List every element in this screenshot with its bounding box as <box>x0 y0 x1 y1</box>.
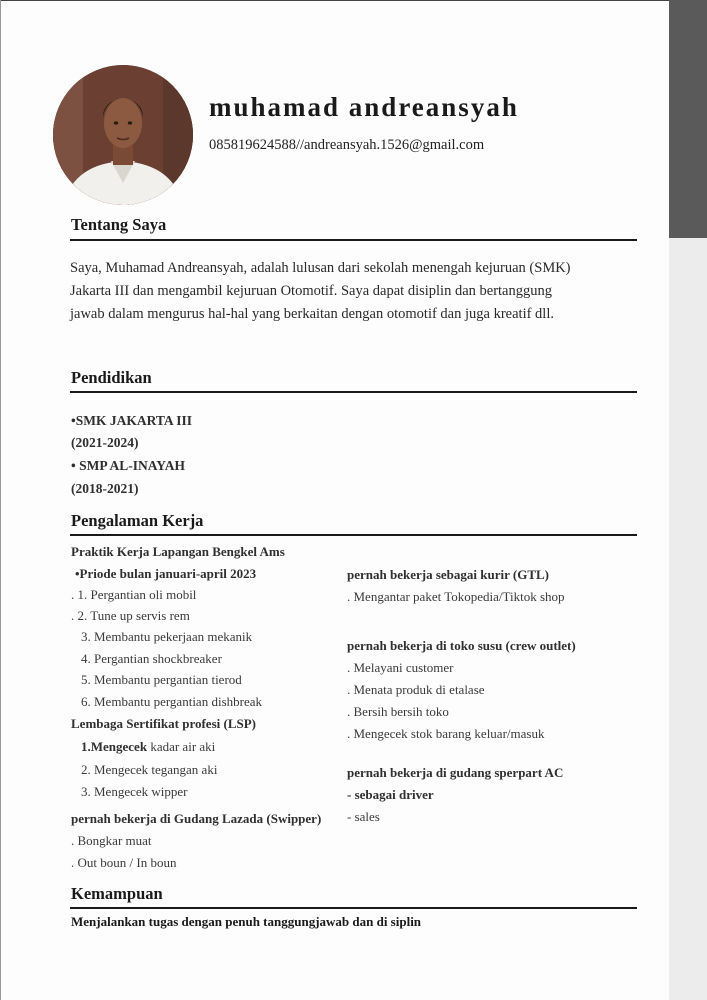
susu-item: . Mengecek stok barang keluar/masuk <box>347 726 545 741</box>
education-school: •SMK JAKARTA III <box>71 413 193 428</box>
lsp-item-bold: 1.Mengecek <box>81 739 148 754</box>
scrollbar-thumb[interactable] <box>669 0 707 238</box>
pkl-item: . 1. Pergantian oli mobil <box>71 587 197 602</box>
kurir-title: pernah bekerja sebagai kurir (GTL) <box>347 567 549 582</box>
section-title-about: Tentang Saya <box>71 215 167 234</box>
lazada-item: . Out boun / In boun <box>71 855 177 870</box>
pkl-item: 4. Pergantian shockbreaker <box>81 651 222 666</box>
page-border-left <box>0 0 1 1000</box>
susu-item: . Melayani customer <box>347 660 454 675</box>
lsp-item-rest: kadar air aki <box>147 739 216 754</box>
lsp-item <box>81 739 215 755</box>
ac-title: pernah bekerja di gudang sperpart AC <box>347 765 564 780</box>
education-school: • SMP AL-INAYAH <box>71 458 186 473</box>
lsp-title: Lembaga Sertifikat profesi (LSP) <box>71 716 256 731</box>
pkl-item: 5. Membantu pergantian tierod <box>81 672 242 687</box>
education-years: (2018-2021) <box>71 481 139 496</box>
susu-item: . Menata produk di etalase <box>347 682 485 697</box>
lsp-item: 3. Mengecek wipper <box>81 784 188 799</box>
pkl-item: 3. Membantu pekerjaan mekanik <box>81 629 253 644</box>
profile-photo <box>53 65 193 205</box>
lazada-title: pernah bekerja di Gudang Lazada (Swipper) <box>71 811 322 826</box>
section-divider <box>70 239 637 241</box>
susu-item: . Bersih bersih toko <box>347 704 449 719</box>
pkl-period: •Priode bulan januari-april 2023 <box>75 566 257 581</box>
page-border <box>0 0 669 1</box>
scrollbar-track[interactable] <box>669 238 707 1000</box>
ac-role: - sebagai driver <box>347 787 434 802</box>
about-line: Saya, Muhamad Andreansyah, adalah lulusan dari sekolah menengah kejuruan (SMK) <box>70 260 571 276</box>
section-title-skills: Kemampuan <box>71 884 163 903</box>
applicant-name: muhamad andreansyah <box>209 92 519 122</box>
section-divider <box>70 907 637 909</box>
section-divider <box>70 391 637 393</box>
lazada-item: . Bongkar muat <box>71 833 152 848</box>
contact-info: 085819624588//andreansyah.1526@gmail.com <box>209 137 485 153</box>
about-paragraph <box>70 257 637 326</box>
pkl-item: 6. Membantu pergantian dishbreak <box>81 694 262 709</box>
susu-title: pernah bekerja di toko susu (crew outlet) <box>347 638 576 653</box>
section-title-education: Pendidikan <box>71 368 152 387</box>
ac-item: - sales <box>347 809 380 824</box>
about-line: jawab dalam mengurus hal-hal yang berkaitan dengan otomotif dan juga kreatif dll. <box>70 306 554 322</box>
pkl-item: . 2. Tune up servis rem <box>71 608 190 623</box>
person-photo-icon <box>53 65 193 205</box>
section-divider <box>70 534 637 536</box>
lsp-item: 2. Mengecek tegangan aki <box>81 762 218 777</box>
about-line: Jakarta III dan mengambil kejuruan Otomotif. Saya dapat disiplin dan bertanggung <box>70 283 552 299</box>
education-years: (2021-2024) <box>71 435 139 450</box>
pkl-title: Praktik Kerja Lapangan Bengkel Ams <box>71 544 285 559</box>
section-title-experience: Pengalaman Kerja <box>71 511 204 530</box>
skill-text: Menjalankan tugas dengan penuh tanggungjawab dan di siplin <box>71 914 422 929</box>
kurir-item: . Mengantar paket Tokopedia/Tiktok shop <box>347 589 565 604</box>
